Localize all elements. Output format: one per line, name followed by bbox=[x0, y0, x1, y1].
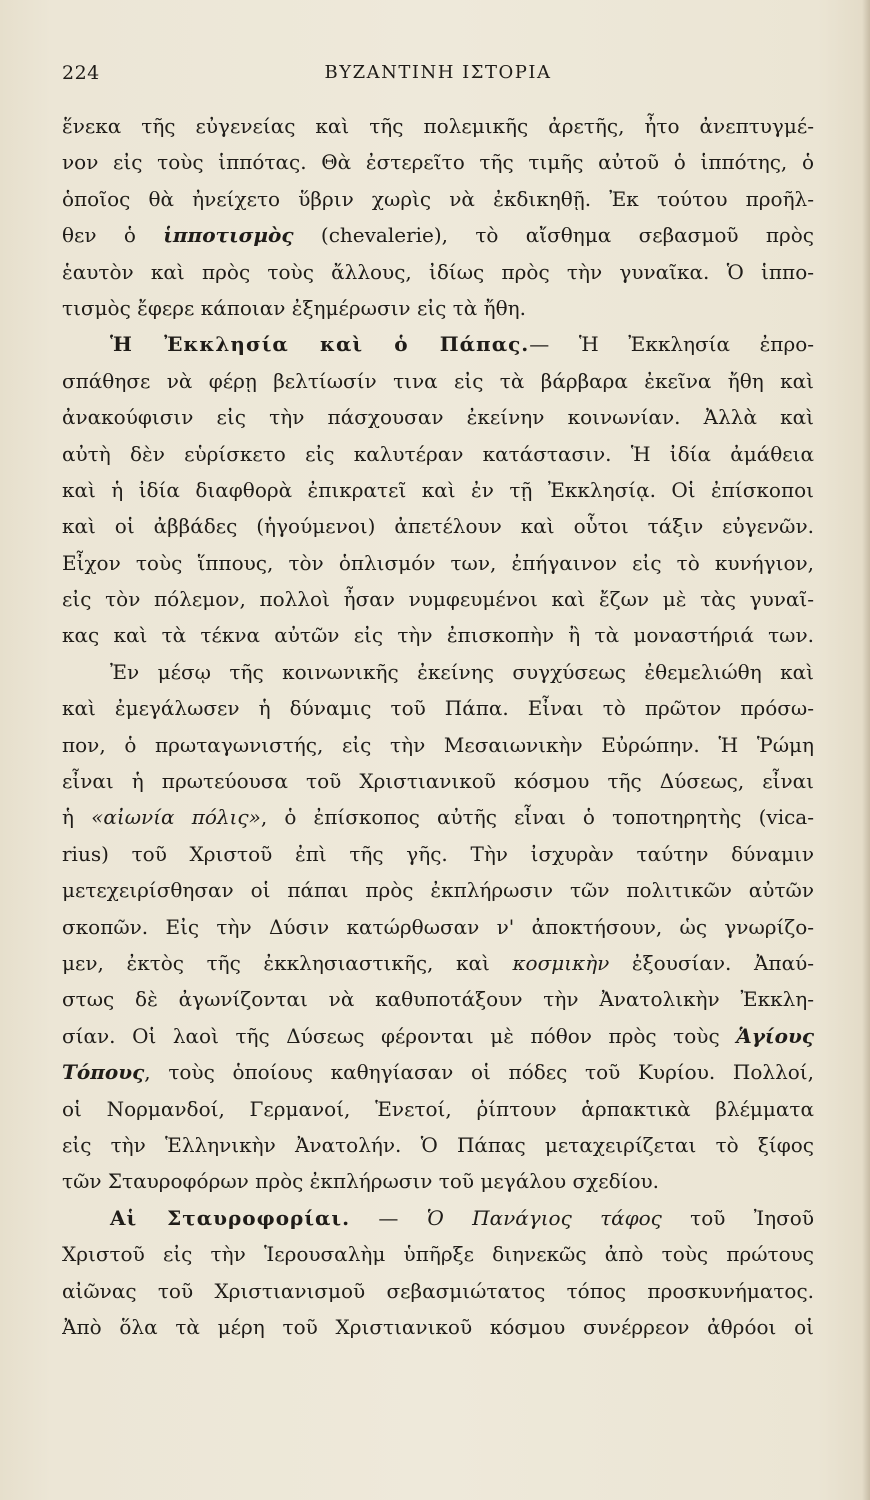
text-segment: ἐξουσίαν. Ἀπαύ- bbox=[609, 950, 814, 975]
text-segment: οἱ Νορμανδοί, Γερμανοί, Ἑνετοί, ῥίπτουν ἁρπακτικὰ βλέμματα bbox=[62, 1096, 814, 1121]
text-segment: καὶ οἱ ἀββάδες (ἡγούμενοι) ἀπετέλουν καὶ οὗτοι τάξιν εὐγενῶν. bbox=[62, 514, 814, 539]
text-segment: καὶ ἐμεγάλωσεν ἡ δύναμις τοῦ Πάπα. Εἶναι τὸ πρῶτον πρόσω- bbox=[62, 696, 814, 721]
text-segment: νον εἰς τοὺς ἱππότας. Θὰ ἐστερεῖτο τῆς τιμῆς αὐτοῦ ὁ ἱππότης, ὁ bbox=[62, 150, 814, 175]
text-line bbox=[62, 108, 814, 144]
text-segment: αἰῶνας τοῦ Χριστιανισμοῦ σεβασμιώτατος τόπος προσκυνήματος. bbox=[62, 1278, 814, 1303]
text-line bbox=[62, 1236, 814, 1272]
text-line bbox=[62, 1091, 814, 1127]
text-line bbox=[62, 836, 814, 872]
text-line bbox=[62, 1309, 814, 1345]
text-segment: ὁποῖος θὰ ἠνείχετο ὕβριν χωρὶς νὰ ἐκδικηθῇ. Ἐκ τούτου προῆλ- bbox=[62, 186, 814, 211]
text-segment: Χριστοῦ εἰς τὴν Ἱερουσαλὴμ ὑπῆρξε διηνεκῶς ἀπὸ τοὺς πρώτους bbox=[62, 1242, 814, 1267]
text-line bbox=[62, 144, 814, 180]
text-line bbox=[62, 872, 814, 908]
text-segment: στως δὲ ἀγωνίζονται νὰ καθυποτάξουν τὴν Ἀνατολικὴν Ἐκκλη- bbox=[62, 987, 814, 1012]
text-segment: (chevalerie), τὸ αἴσθημα σεβασμοῦ πρὸς bbox=[293, 223, 814, 248]
text-line bbox=[62, 654, 814, 690]
text-segment: , τοὺς ὁποίους καθηγίασαν οἱ πόδες τοῦ Κυρίου. Πολλοί, bbox=[144, 1060, 814, 1085]
emphasis-text: Τόπους bbox=[62, 1060, 145, 1085]
text-line bbox=[62, 472, 814, 508]
text-segment: σίαν. Οἱ λαοὶ τῆς Δύσεως φέρονται μὲ πόθον πρὸς τοὺς bbox=[62, 1023, 737, 1048]
text-line bbox=[62, 436, 814, 472]
text-segment: εἰς τὴν Ἑλληνικὴν Ἀνατολήν. Ὁ Πάπας μεταχειρίζεται τὸ ξίφος bbox=[62, 1132, 814, 1157]
text-segment: τοῦ Ἰησοῦ bbox=[661, 1205, 814, 1230]
text-line bbox=[62, 1273, 814, 1309]
text-segment: Ἀπὸ ὅλα τὰ μέρη τοῦ Χριστιανικοῦ κόσμου συνέρρεον ἀθρόοι οἱ bbox=[62, 1314, 814, 1339]
text-line bbox=[62, 508, 814, 544]
text-line bbox=[62, 181, 814, 217]
text-segment: — Ἡ Ἐκκλησία ἐπρο- bbox=[529, 332, 814, 357]
text-segment: τισμὸς ἔφερε κάποιαν ἐξημέρωσιν εἰς τὰ ἤθη. bbox=[62, 295, 527, 320]
text-segment: μεν, ἐκτὸς τῆς ἐκκλησιαστικῆς, καὶ bbox=[62, 950, 513, 975]
text-segment: ἑαυτὸν καὶ πρὸς τοὺς ἄλλους, ἰδίως πρὸς τὴν γυναῖκα. Ὁ ἱππο- bbox=[62, 259, 814, 284]
text-line bbox=[62, 545, 814, 581]
text-line bbox=[62, 617, 814, 653]
text-segment: εἰς τὸν πόλεμον, πολλοὶ ἦσαν νυμφευμένοι καὶ ἔζων μὲ τὰς γυναῖ- bbox=[62, 587, 814, 612]
text-line bbox=[62, 290, 814, 326]
emphasis-text: Ἁγίους bbox=[736, 1023, 814, 1048]
text-segment: rius) τοῦ Χριστοῦ ἐπὶ τῆς γῆς. Τὴν ἰσχυρὰν ταύτην δύναμιν bbox=[62, 841, 814, 866]
text-segment: ἕνεκα τῆς εὐγενείας καὶ τῆς πολεμικῆς ἀρετῆς, ἦτο ἀνεπτυγμέ- bbox=[62, 114, 814, 138]
text-segment: αὐτὴ δὲν εὑρίσκετο εἰς καλυτέραν κατάστασιν. Ἡ ἰδία ἀμάθεια bbox=[62, 441, 814, 466]
text-line bbox=[62, 690, 814, 726]
text-line bbox=[62, 326, 814, 362]
text-line bbox=[62, 1200, 814, 1236]
emphasis-text: Ὁ Πανάγιος τάφος bbox=[426, 1205, 662, 1230]
text-line bbox=[62, 217, 814, 253]
text-segment: τῶν Σταυροφόρων πρὸς ἐκπλήρωσιν τοῦ μεγάλου σχεδίου. bbox=[62, 1169, 660, 1194]
text-segment: , ὁ ἐπίσκοπος αὐτῆς εἶναι ὁ τοποτηρητὴς (vica- bbox=[260, 805, 814, 830]
text-line bbox=[62, 763, 814, 799]
emphasis-text: κοσμικὴν bbox=[512, 950, 610, 975]
text-line bbox=[62, 799, 814, 835]
running-title: ΒΥΖΑΝΤΙΝΗ ΙΣΤΟΡΙΑ bbox=[324, 62, 552, 83]
text-segment: ἡ bbox=[62, 805, 92, 830]
text-segment: μετεχειρίσθησαν οἱ πάπαι πρὸς ἐκπλήρωσιν τῶν πολιτικῶν αὐτῶν bbox=[62, 878, 814, 903]
text-segment: εἶναι ἡ πρωτεύουσα τοῦ Χριστιανικοῦ κόσμου τῆς Δύσεως, εἶναι bbox=[62, 769, 814, 794]
text-line bbox=[62, 1018, 814, 1054]
section-heading: Ἡ Ἐκκλησία καὶ ὁ Πάπας. bbox=[110, 332, 530, 357]
text-line bbox=[62, 1163, 814, 1199]
emphasis-text: ἱπποτισμὸς bbox=[163, 223, 294, 248]
text-line bbox=[62, 1127, 814, 1163]
page-header bbox=[62, 62, 814, 94]
text-line bbox=[62, 1054, 814, 1090]
text-segment: πον, ὁ πρωταγωνιστής, εἰς τὴν Μεσαιωνικὴν Εὐρώπην. Ἡ Ῥώμη bbox=[62, 732, 814, 757]
text-segment: καὶ ἡ ἰδία διαφθορὰ ἐπικρατεῖ καὶ ἐν τῇ Ἐκκλησίᾳ. Οἱ ἐπίσκοποι bbox=[62, 477, 814, 502]
page-number: 224 bbox=[62, 62, 100, 84]
body-text bbox=[62, 108, 814, 1345]
page-edge-shadow bbox=[862, 0, 870, 1500]
text-line bbox=[62, 909, 814, 945]
text-line bbox=[62, 581, 814, 617]
text-line bbox=[62, 727, 814, 763]
text-line bbox=[62, 981, 814, 1017]
section-heading: Αἱ Σταυροφορίαι. bbox=[110, 1205, 351, 1230]
text-segment: — bbox=[350, 1205, 427, 1230]
text-segment: κας καὶ τὰ τέκνα αὐτῶν εἰς τὴν ἐπισκοπὴν ἢ τὰ μοναστήριά των. bbox=[62, 623, 814, 648]
text-line bbox=[62, 363, 814, 399]
text-segment: σκοπῶν. Εἰς τὴν Δύσιν κατώρθωσαν ν' ἀποκτήσουν, ὡς γνωρίζο- bbox=[62, 914, 814, 939]
text-line bbox=[62, 399, 814, 435]
text-segment: Ἐν μέσῳ τῆς κοινωνικῆς ἐκείνης συγχύσεως ἐθεμελιώθη καὶ bbox=[110, 659, 814, 684]
text-line bbox=[62, 945, 814, 981]
text-line bbox=[62, 254, 814, 290]
text-segment: Εἶχον τοὺς ἵππους, τὸν ὁπλισμόν των, ἐπήγαινον εἰς τὸ κυνήγιον, bbox=[62, 550, 814, 575]
text-segment: σπάθησε νὰ φέρῃ βελτίωσίν τινα εἰς τὰ βάρβαρα ἐκεῖνα ἤθη καὶ bbox=[62, 368, 814, 393]
text-segment: θεν ὁ bbox=[62, 223, 164, 248]
text-segment: ἀνακούφισιν εἰς τὴν πάσχουσαν ἐκείνην κοινωνίαν. Ἀλλὰ καὶ bbox=[62, 405, 814, 430]
emphasis-text: «αἰωνία πόλις» bbox=[91, 805, 261, 830]
